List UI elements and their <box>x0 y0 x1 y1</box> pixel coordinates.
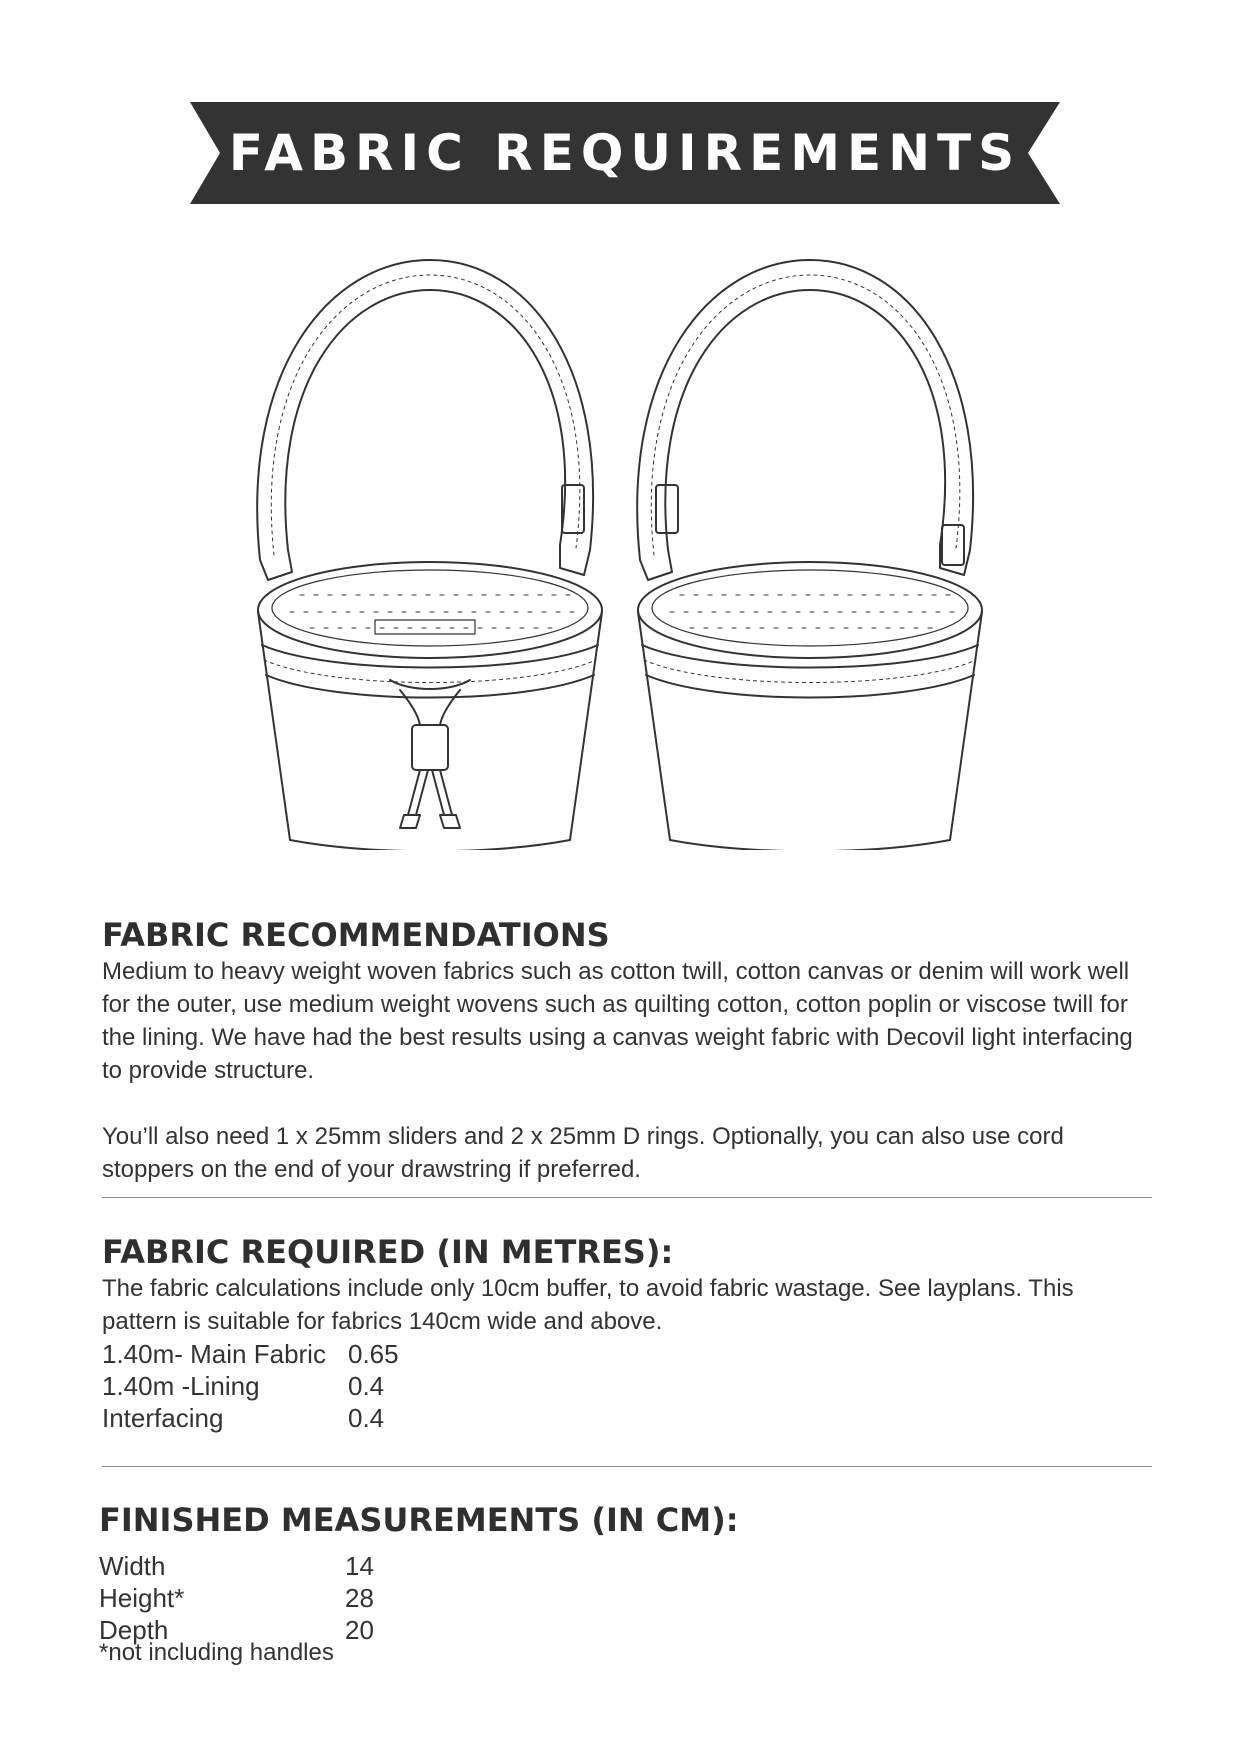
hardware-paragraph: You’ll also need 1 x 25mm sliders and 2 x 25mm D rings. Optionally, you can also use cord stoppers on the end of your drawstring if preferred. <box>102 1123 1064 1183</box>
measurement-label: Width <box>99 1551 166 1581</box>
bag-front-view <box>257 260 602 850</box>
title-banner <box>190 102 1060 204</box>
fabric-required-intro: The fabric calculations include only 10cm buffer, to avoid fabric wastage. See layplans. This pattern is suitable for fabrics 140cm wide and above. <box>102 1275 1074 1335</box>
handles-footnote: *not including handles <box>99 1639 334 1666</box>
fabric-row <box>102 1370 1152 1402</box>
fabric-row <box>102 1338 1152 1370</box>
recommendations-heading: FABRIC RECOMMENDATIONS <box>102 916 610 954</box>
fabric-row <box>102 1402 1152 1434</box>
recommendations-section <box>102 915 1152 1186</box>
measurement-value: 20 <box>345 1615 374 1645</box>
bag-back-view <box>637 260 982 850</box>
measurement-label: Depth <box>99 1615 169 1645</box>
fabric-row-value: 0.4 <box>348 1371 385 1401</box>
measurement-row <box>99 1582 1149 1614</box>
page-title: FABRIC REQUIREMENTS <box>228 124 1022 182</box>
fabric-row-value: 0.65 <box>348 1339 399 1369</box>
bag-illustration <box>240 250 1020 850</box>
measurement-row <box>99 1550 1149 1582</box>
fabric-row-label: Interfacing <box>102 1403 224 1433</box>
finished-measurements-heading: FINISHED MEASUREMENTS (IN CM): <box>99 1501 739 1539</box>
divider <box>102 1197 1152 1198</box>
fabric-row-label: 1.40m -Lining <box>102 1371 260 1401</box>
fabric-row-label: 1.40m- Main Fabric <box>102 1339 326 1369</box>
finished-measurements-section <box>99 1500 1149 1666</box>
measurement-label: Height* <box>99 1583 185 1613</box>
measurement-value: 28 <box>345 1583 374 1613</box>
divider <box>102 1466 1152 1467</box>
fabric-required-section <box>102 1232 1152 1434</box>
fabric-required-heading: FABRIC REQUIRED (IN METRES): <box>102 1233 674 1271</box>
measurement-row <box>99 1614 1149 1646</box>
fabric-row-value: 0.4 <box>348 1403 385 1433</box>
measurement-value: 14 <box>345 1551 374 1581</box>
recommendations-paragraph: Medium to heavy weight woven fabrics such as cotton twill, cotton canvas or denim will work well for the outer, use medium weight wovens such as quilting cotton, cotton poplin or viscose twill for the lining. We have had the best results using a canvas weight fabric with Decovil light interfacing to provide structure. <box>102 958 1133 1084</box>
